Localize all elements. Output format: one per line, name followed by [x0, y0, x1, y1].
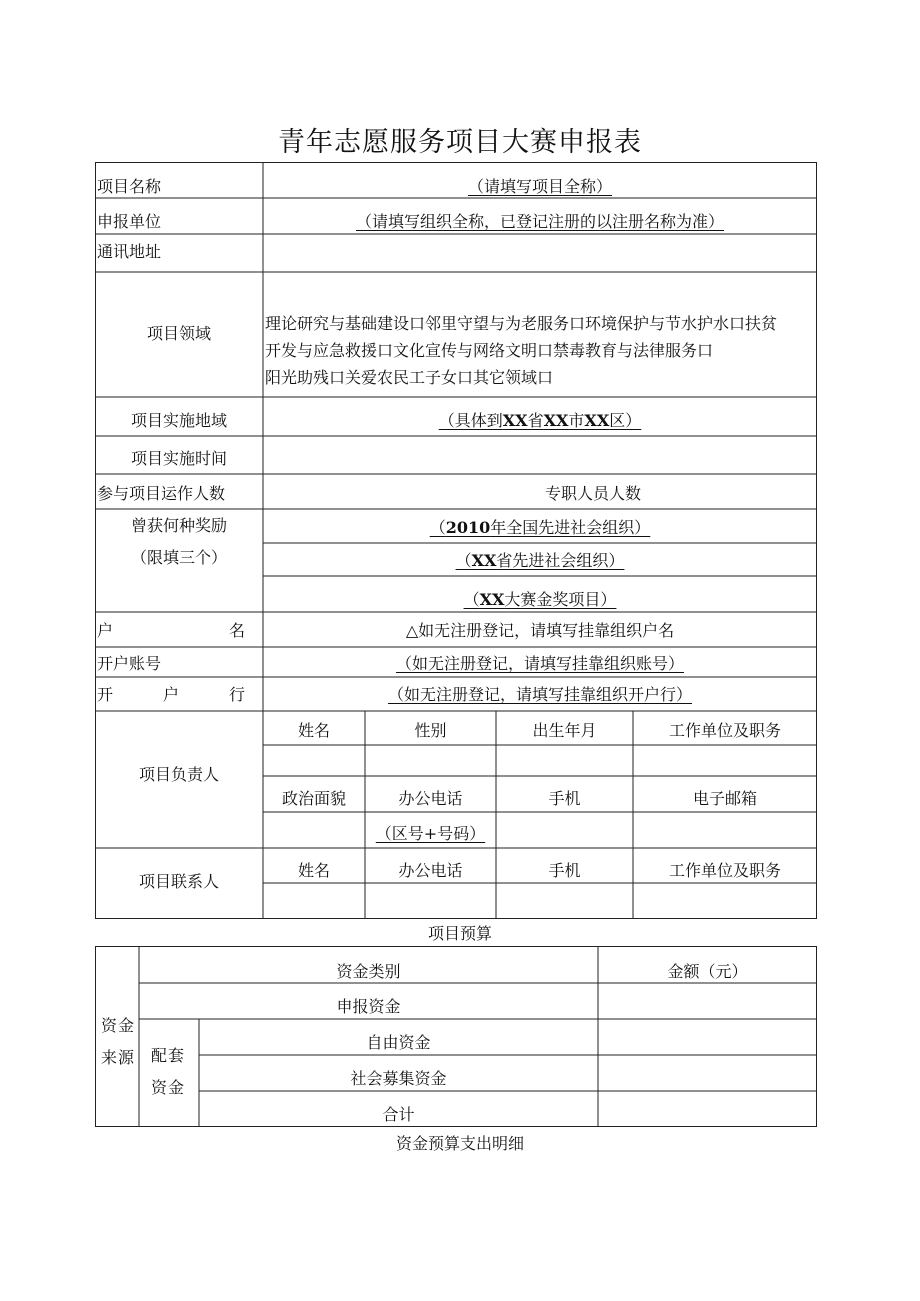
account-no-label: 开户账号: [97, 654, 162, 673]
budget-table: [95, 946, 817, 1127]
contact-label: 项目联系人: [138, 872, 219, 891]
award-3-text: 大赛金奖项目）: [504, 590, 617, 609]
contact-header-mobile: 手机: [548, 861, 581, 880]
bank-label: [97, 685, 245, 705]
social-fund-label: 社会募集资金: [350, 1069, 447, 1088]
leader-phone-note: （区号+号码）: [375, 824, 486, 843]
project-name-value[interactable]: （请填写项目全称）: [467, 177, 612, 196]
staff-label: 参与项目运作人数: [97, 484, 226, 503]
award-1-open: （: [429, 518, 446, 537]
award-1-text: 年全国先进社会组织）: [490, 518, 651, 537]
awards-label-line-2: （限填三个）: [130, 548, 227, 567]
contact-header-work: 工作单位及职务: [668, 861, 781, 880]
region-sheng: 省: [527, 411, 544, 430]
self-fund-label: 自由资金: [366, 1033, 431, 1052]
region-suffix: 区）: [609, 411, 642, 430]
account-name-value[interactable]: △如无注册登记，请填写挂靠组织户名: [405, 621, 675, 640]
award-3[interactable]: [263, 590, 817, 610]
contact-header-name: 姓名: [297, 861, 330, 880]
leader-header-email: 电子邮箱: [692, 789, 757, 808]
time-label: 项目实施时间: [130, 449, 227, 468]
account-name-label: [97, 621, 245, 641]
account-no-value[interactable]: （如无注册登记，请填写挂靠组织账号）: [395, 654, 684, 673]
region-label: 项目实施地域: [130, 411, 227, 430]
leader-header-birth: 出生年月: [532, 721, 597, 740]
award-3-xx: XX: [479, 590, 505, 609]
award-1[interactable]: [263, 518, 817, 538]
region-xx-1: XX: [502, 411, 528, 430]
leader-header-political: 政治面貌: [281, 789, 346, 808]
award-1-year: 2010: [445, 518, 491, 537]
award-3-open: （: [463, 590, 480, 609]
bank-value[interactable]: （如无注册登记，请填写挂靠组织开户行）: [387, 685, 692, 704]
leader-header-name: 姓名: [297, 721, 330, 740]
applicant-value[interactable]: （请填写组织全称，已登记注册的以注册名称为准）: [355, 212, 724, 231]
field-options[interactable]: [265, 310, 777, 391]
contact-header-office-phone: 办公电话: [398, 861, 463, 880]
bank-char-2: 户: [162, 685, 179, 704]
header-amount: 金额（元）: [667, 962, 748, 981]
matching-fund-label: 配套资金: [151, 1046, 186, 1097]
leader-label: 项目负责人: [138, 765, 219, 784]
field-options-line-2: 开发与应急救援口文化宣传与网络文明口禁毒教育与法律服务口: [265, 341, 714, 360]
total-label: 合计: [382, 1105, 415, 1124]
region-prefix: （具体到: [438, 411, 503, 430]
staff-value[interactable]: 专职人员人数: [545, 484, 642, 503]
account-name-char-1: 户: [97, 621, 114, 640]
bank-char-1: 开: [97, 685, 114, 704]
award-2-text: 省先进社会组织）: [496, 551, 625, 570]
field-options-line-1: 理论研究与基础建设口邻里守望与为老服务口环境保护与节水护水口扶贫: [265, 314, 778, 333]
leader-header-gender: 性别: [414, 721, 447, 740]
page-title: 青年志愿服务项目大赛申报表: [278, 127, 642, 158]
leader-header-work: 工作单位及职务: [668, 721, 781, 740]
region-xx-3: XX: [584, 411, 610, 430]
award-2[interactable]: [263, 551, 817, 571]
awards-label-line-1: 曾获何种奖励: [130, 516, 227, 535]
apply-fund-label: 申报资金: [336, 997, 401, 1016]
field-options-line-3: 阳光助残口关爱农民工子女口其它领域口: [265, 368, 554, 387]
leader-header-office-phone: 办公电话: [398, 789, 463, 808]
applicant-label: 申报单位: [97, 212, 162, 231]
field-label: 项目领域: [146, 324, 211, 343]
header-fund-type: 资金类别: [336, 962, 401, 981]
region-xx-2: XX: [543, 411, 569, 430]
source-label: 资金来源: [101, 1016, 136, 1067]
budget-caption: 项目预算: [427, 924, 492, 943]
bank-char-3: 行: [228, 685, 245, 704]
expense-detail-caption: 资金预算支出明细: [395, 1134, 524, 1153]
leader-header-mobile: 手机: [548, 789, 581, 808]
project-name-label: 项目名称: [97, 177, 162, 196]
region-value[interactable]: [263, 411, 817, 431]
award-2-xx: XX: [471, 551, 497, 570]
award-2-open: （: [455, 551, 472, 570]
region-shi: 市: [568, 411, 585, 430]
account-name-char-2: 名: [228, 621, 245, 640]
address-label: 通讯地址: [97, 242, 162, 261]
